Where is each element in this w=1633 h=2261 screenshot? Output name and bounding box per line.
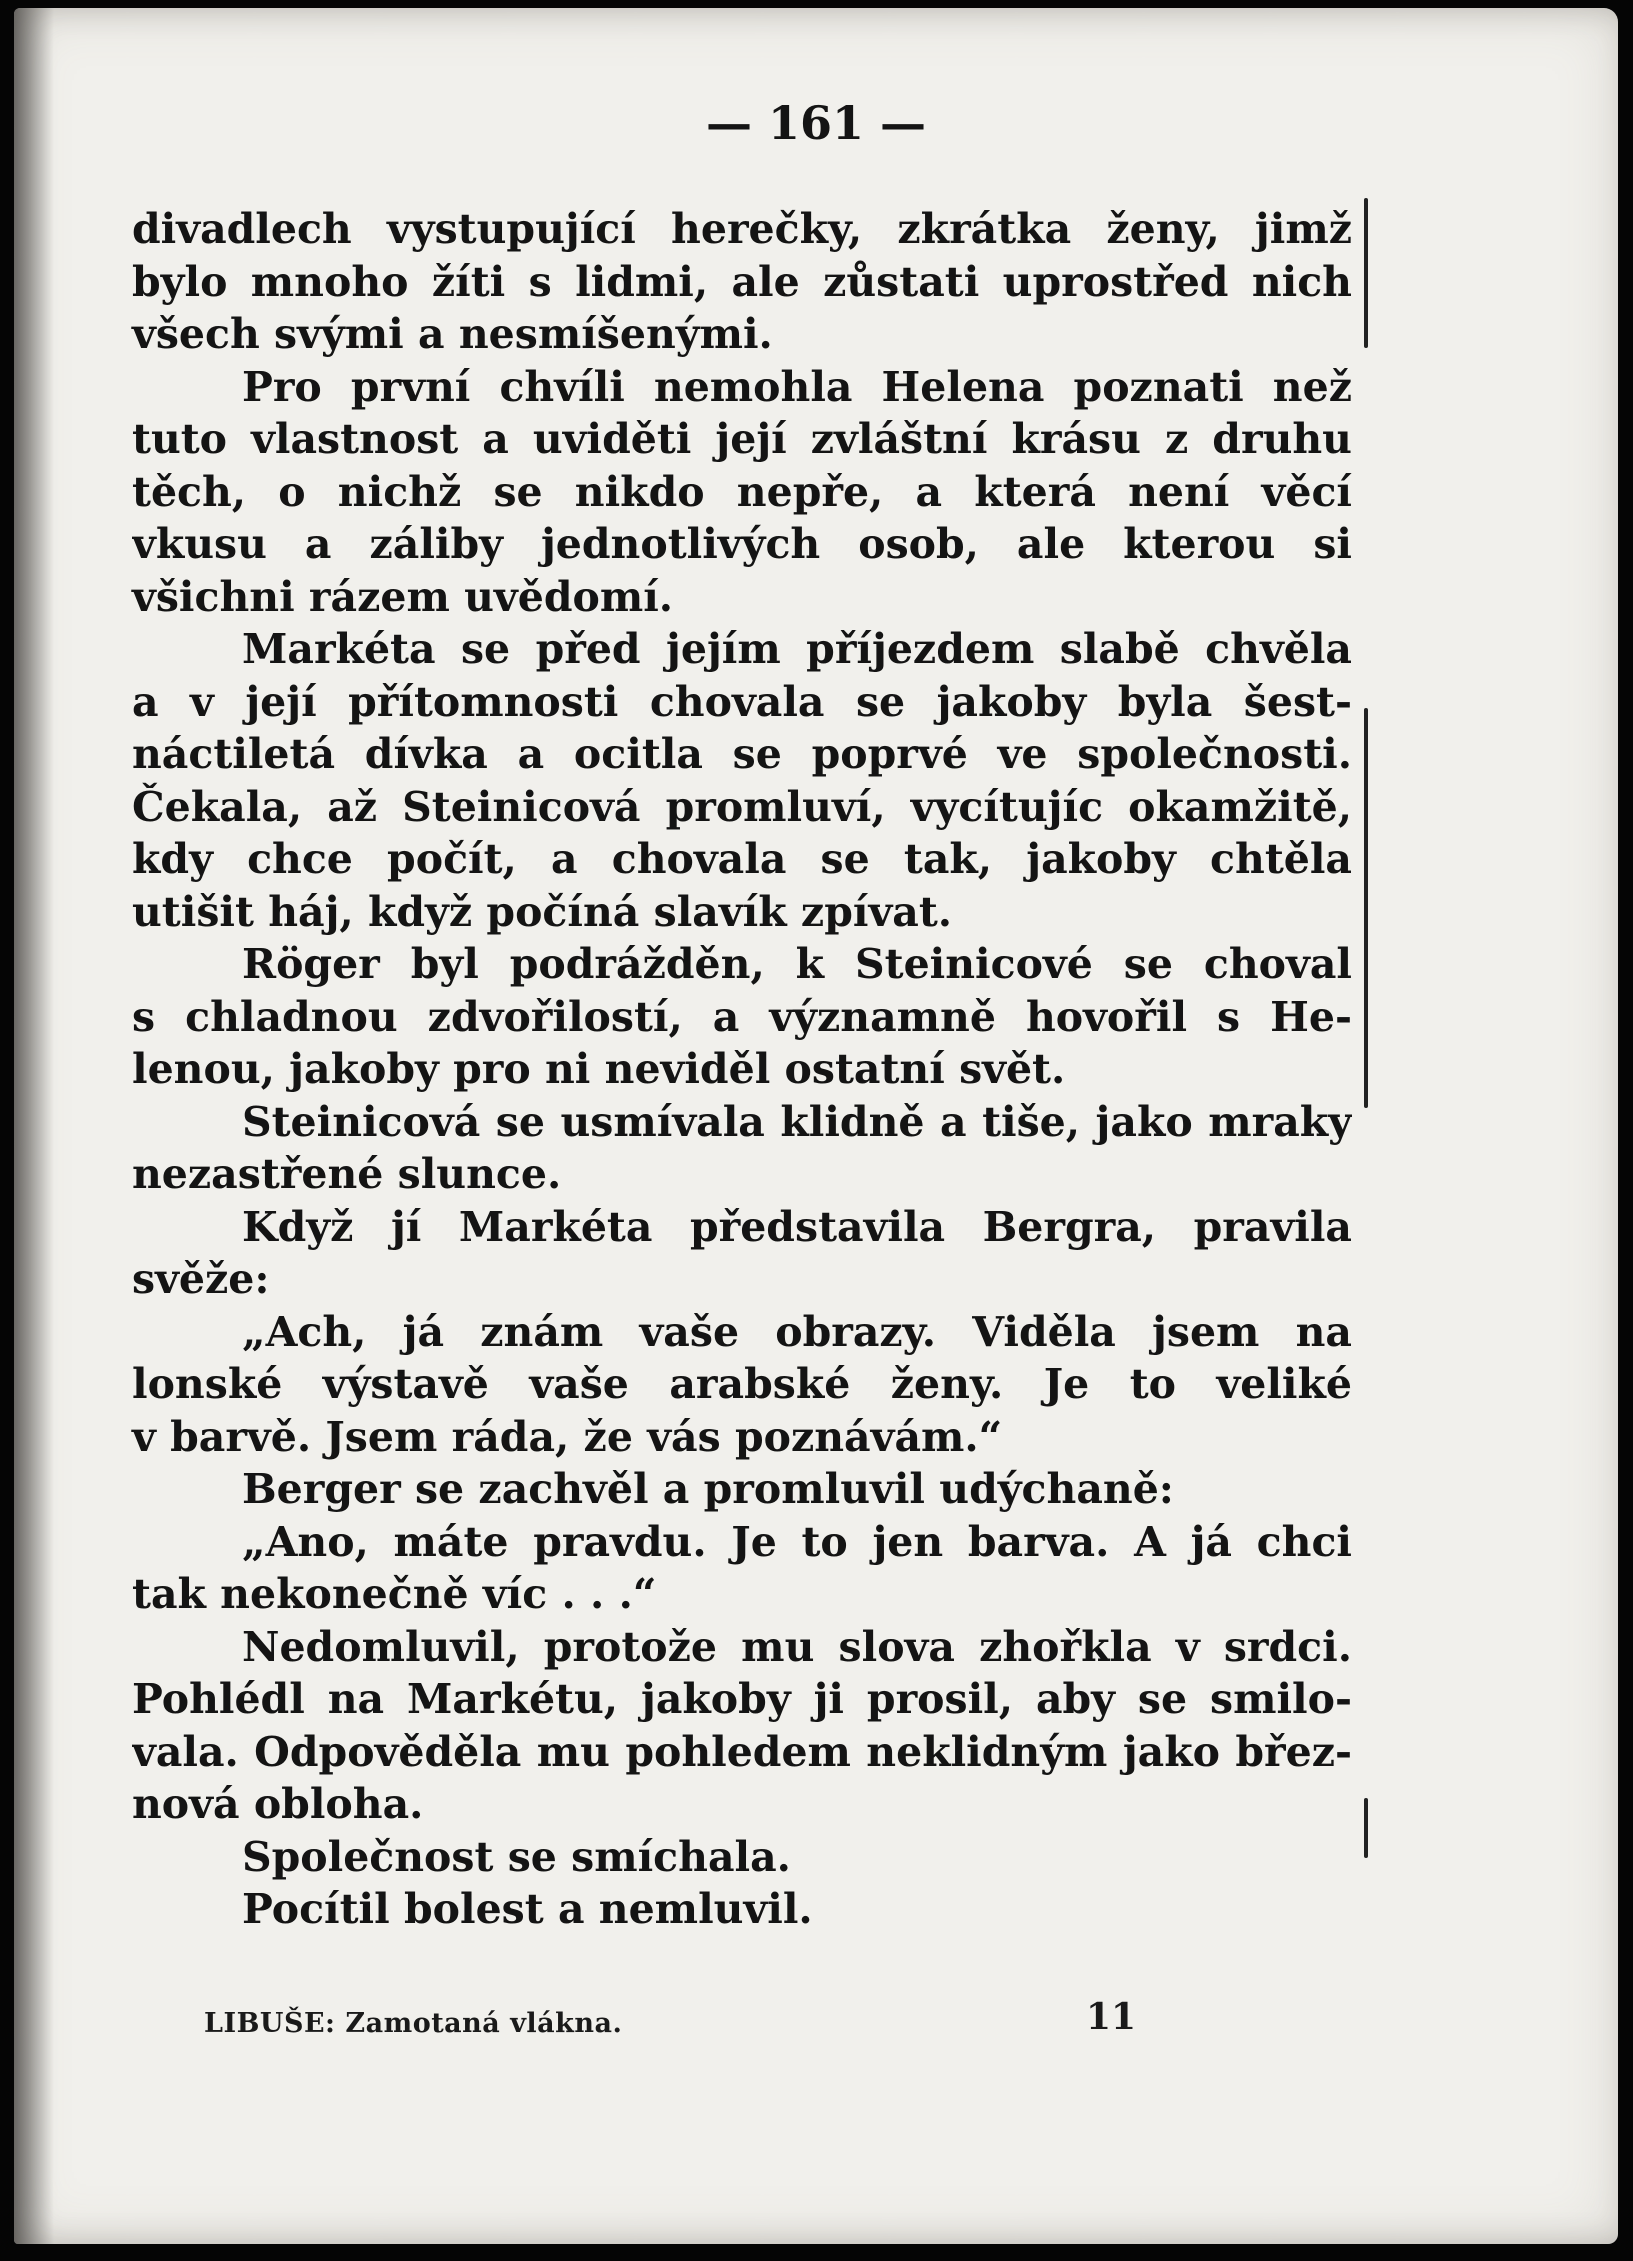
- text-line: divadlech vystupující herečky, zkrátka ženy, jimž: [132, 205, 1352, 253]
- text-line: s chladnou zdvořilostí, a významně hovořil s He-: [132, 992, 1352, 1041]
- text-line: utišit háj, když počíná slavík zpívat.: [132, 887, 953, 936]
- text-line: náctiletá dívka a ocitla se poprvé ve společnosti.: [132, 730, 1352, 778]
- text-line: Röger byl podrážděn, k Steinicové se choval: [242, 940, 1352, 988]
- text-line: lonské výstavě vaše arabské ženy. Je to veliké: [132, 1360, 1352, 1408]
- body-text: [132, 203, 1352, 1936]
- book-page: [14, 8, 1618, 2244]
- text-line: Když jí Markéta představila Bergra, pravila: [242, 1202, 1352, 1251]
- text-line: Čekala, až Steinicová promluví, vycítujíc okamžitě,: [132, 782, 1352, 831]
- text-line: těch, o nichž se nikdo nepře, a která není věcí: [132, 467, 1352, 516]
- text-line: všech svými a nesmíšenými.: [132, 310, 773, 358]
- text-line: Berger se zachvěl a promluvil udýchaně:: [242, 1465, 1174, 1513]
- text-line: Pocítil bolest a nemluvil.: [242, 1885, 813, 1933]
- text-line: Steinicová se usmívala klidně a tiše, jako mraky: [242, 1097, 1352, 1146]
- text-line: a v její přítomnosti chovala se jakoby byla šest-: [132, 677, 1352, 726]
- text-line: v barvě. Jsem ráda, že vás poznávám.“: [132, 1412, 1003, 1461]
- text-line: Pohlédl na Markétu, jakoby ji prosil, aby se smilo-: [132, 1675, 1352, 1723]
- text-line: Společnost se smíchala.: [242, 1832, 791, 1881]
- text-line: Pro první chvíli nemohla Helena poznati než: [242, 362, 1352, 411]
- text-line: nezastřené slunce.: [132, 1150, 562, 1198]
- text-line: tak nekonečně víc . . .“: [132, 1570, 657, 1618]
- binding-shadow: [14, 8, 54, 2244]
- page-number: — 161 —: [705, 96, 927, 150]
- text-line: nová obloha.: [132, 1780, 424, 1828]
- margin-pencil-mark: [1364, 708, 1368, 1108]
- text-line: tuto vlastnost a uviděti její zvláštní krásu z druhu: [132, 415, 1352, 463]
- printer-signature: LIBUŠE: Zamotaná vlákna.: [204, 2008, 623, 2039]
- text-line: lenou, jakoby pro ni neviděl ostatní svět.: [132, 1045, 1066, 1093]
- text-line: všichni rázem uvědomí.: [132, 572, 674, 621]
- text-line: vala. Odpověděla mu pohledem neklidným jako břez-: [132, 1727, 1352, 1776]
- text-line: Nedomluvil, protože mu slova zhořkla v srdci.: [242, 1622, 1352, 1671]
- margin-pencil-mark: [1364, 1798, 1368, 1858]
- text-line: kdy chce počít, a chovala se tak, jakoby chtěla: [132, 835, 1352, 883]
- text-line: svěže:: [132, 1255, 270, 1303]
- sheet-number: 11: [1086, 1996, 1137, 2038]
- text-line: „Ano, máte pravdu. Je to jen barva. A já chci: [242, 1517, 1352, 1566]
- margin-pencil-mark: [1364, 198, 1368, 348]
- text-line: vkusu a záliby jednotlivých osob, ale kterou si: [132, 520, 1352, 568]
- text-line: „Ach, já znám vaše obrazy. Viděla jsem na: [242, 1307, 1352, 1356]
- text-line: Markéta se před jejím příjezdem slabě chvěla: [242, 625, 1352, 673]
- text-line: bylo mnoho žíti s lidmi, ale zůstati uprostřed nich: [132, 257, 1352, 306]
